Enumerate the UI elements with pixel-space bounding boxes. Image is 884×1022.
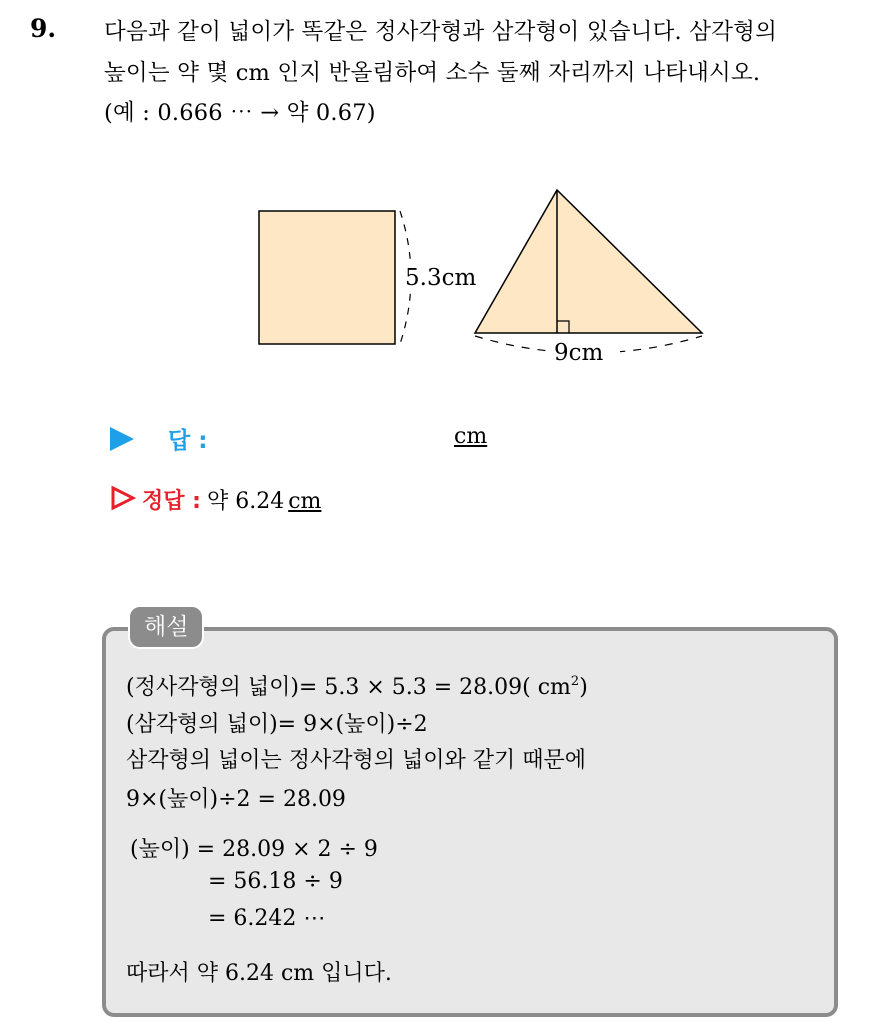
answer-label: 답 : bbox=[168, 428, 208, 454]
question-text-line-1: 다음과 같이 넓이가 똑같은 정사각형과 삼각형이 있습니다. 삼각형의 bbox=[104, 19, 777, 45]
triangle-shape bbox=[475, 190, 702, 333]
explanation-line-2: (삼각형의 넓이)= 9×(높이)÷2 bbox=[126, 712, 428, 737]
correct-answer-row bbox=[110, 484, 321, 517]
square-shape bbox=[259, 211, 395, 344]
question-text-line-2: 높이는 약 몇 cm 인지 반올림하여 소수 둘째 자리까지 나타내시오. bbox=[104, 60, 761, 86]
answer-unit: cm bbox=[454, 424, 488, 449]
question-number: 9. bbox=[30, 14, 57, 43]
geometry-figure bbox=[250, 185, 720, 375]
explanation-tab: 해설 bbox=[128, 605, 204, 649]
triangle-base-label: 9cm bbox=[554, 340, 604, 366]
question-text-line-3: (예 : 0.666 ⋯ → 약 0.67) bbox=[104, 100, 376, 126]
explanation-line-7: = 6.242 ⋯ bbox=[208, 906, 326, 931]
answer-row bbox=[110, 422, 207, 455]
correct-answer-label: 정답 : bbox=[142, 489, 201, 514]
explanation-line-5: (높이) = 28.09 × 2 ÷ 9 bbox=[130, 837, 378, 862]
square-side-label: 5.3cm bbox=[405, 265, 477, 291]
correct-answer-unit: cm bbox=[288, 489, 322, 514]
correct-answer-value: 약 6.24 bbox=[206, 489, 285, 514]
explanation-line-6: = 56.18 ÷ 9 bbox=[208, 869, 343, 894]
answer-arrow-icon bbox=[110, 427, 134, 451]
explanation-line-1: (정사각형의 넓이)= 5.3 × 5.3 = 28.09( $cm^2$) bbox=[126, 674, 588, 700]
correct-arrow-icon bbox=[110, 485, 136, 517]
explanation-line-8: 따라서 약 6.24 cm 입니다. bbox=[126, 961, 392, 986]
explanation-line-3: 삼각형의 넓이는 정사각형의 넓이와 같기 때문에 bbox=[126, 748, 587, 773]
explanation-line-4: 9×(높이)÷2 = 28.09 bbox=[126, 787, 346, 812]
